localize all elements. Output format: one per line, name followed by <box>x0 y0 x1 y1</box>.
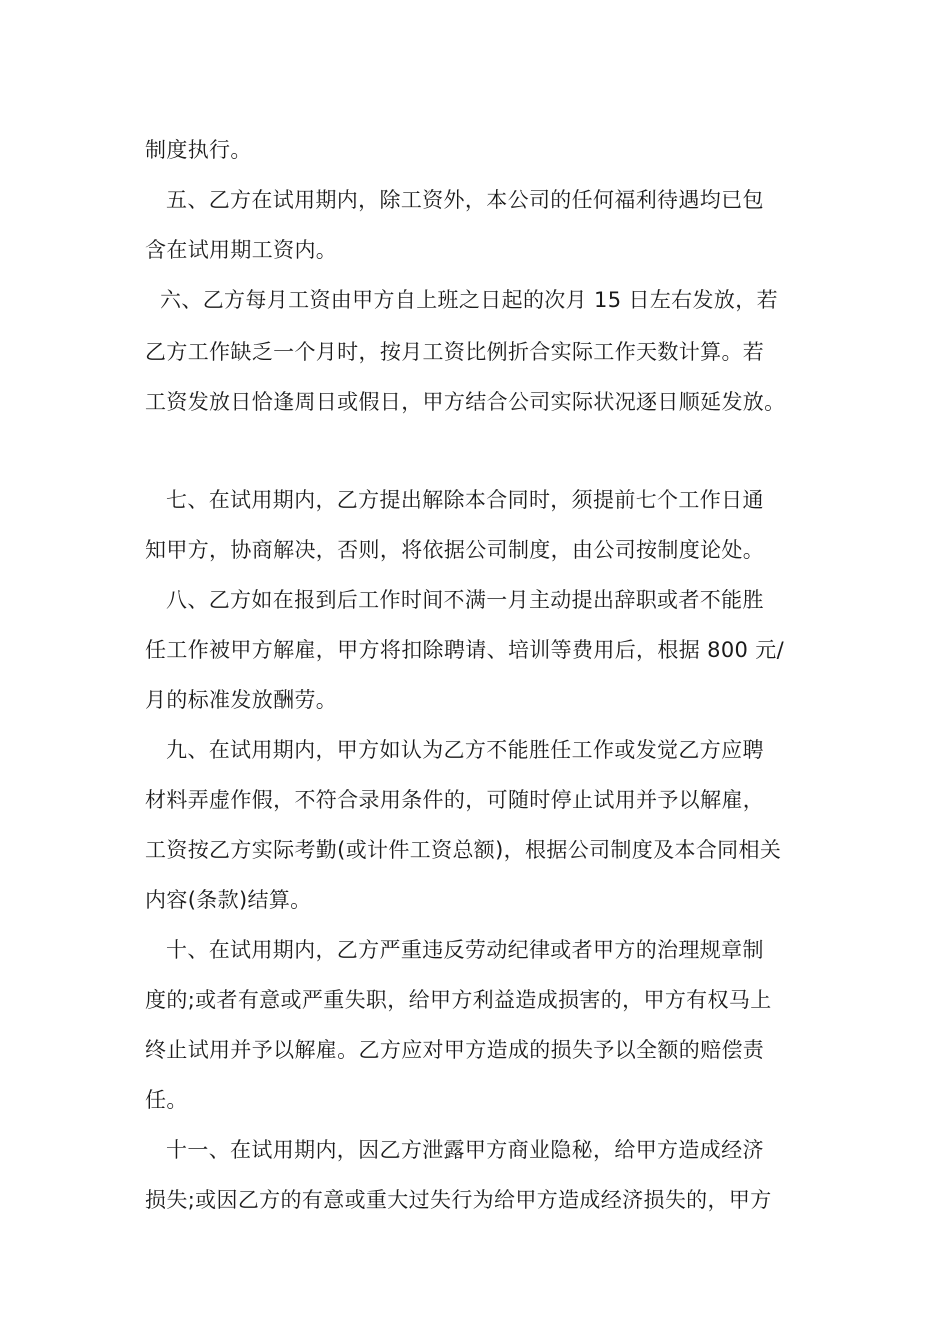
clause-11-line-2: 损失;或因乙方的有意或重大过失行为给甲方造成经济损失的，甲方 <box>145 1188 772 1212</box>
clause-6-line-1: 六、乙方每月工资由甲方自上班之日起的次月 15 日左右发放，若 <box>160 288 778 312</box>
clause-9-line-1: 九、在试用期内，甲方如认为乙方不能胜任工作或发觉乙方应聘 <box>166 738 764 762</box>
clause-11-line-1: 十一、在试用期内，因乙方泄露甲方商业隐秘，给甲方造成经济 <box>166 1138 764 1162</box>
clause-10-line-2: 度的;或者有意或严重失职，给甲方利益造成损害的，甲方有权马上 <box>145 988 772 1012</box>
clause-6-line-3: 工资发放日恰逢周日或假日，甲方结合公司实际状况逐日顺延发放。 <box>145 390 786 414</box>
clause-5-line-2: 含在试用期工资内。 <box>145 238 338 262</box>
clause-9-line-3: 工资按乙方实际考勤(或计件工资总额)，根据公司制度及本合同相关 <box>145 838 782 862</box>
clause-8-line-2: 任工作被甲方解雇，甲方将扣除聘请、培训等费用后，根据 800 元/ <box>145 638 785 662</box>
clause-8-line-3: 月的标准发放酬劳。 <box>145 688 338 712</box>
clause-10-line-4: 任。 <box>145 1088 188 1112</box>
clause-5-line-1: 五、乙方在试用期内，除工资外，本公司的任何福利待遇均已包 <box>166 188 764 212</box>
clause-10-line-3: 终止试用并予以解雇。乙方应对甲方造成的损失予以全额的赔偿责 <box>145 1038 765 1062</box>
clause-7-line-1: 七、在试用期内，乙方提出解除本合同时，须提前七个工作日通 <box>166 488 764 512</box>
clause-7-line-2: 知甲方，协商解决，否则，将依据公司制度，由公司按制度论处。 <box>145 538 765 562</box>
text-line: 制度执行。 <box>145 138 252 162</box>
clause-9-line-4: 内容(条款)结算。 <box>145 888 312 912</box>
clause-6-line-2: 乙方工作缺乏一个月时，按月工资比例折合实际工作天数计算。若 <box>145 340 765 364</box>
clause-8-line-1: 八、乙方如在报到后工作时间不满一月主动提出辞职或者不能胜 <box>166 588 764 612</box>
clause-10-line-1: 十、在试用期内，乙方严重违反劳动纪律或者甲方的治理规章制 <box>166 938 764 962</box>
clause-9-line-2: 材料弄虚作假，不符合录用条件的，可随时停止试用并予以解雇， <box>145 788 765 812</box>
